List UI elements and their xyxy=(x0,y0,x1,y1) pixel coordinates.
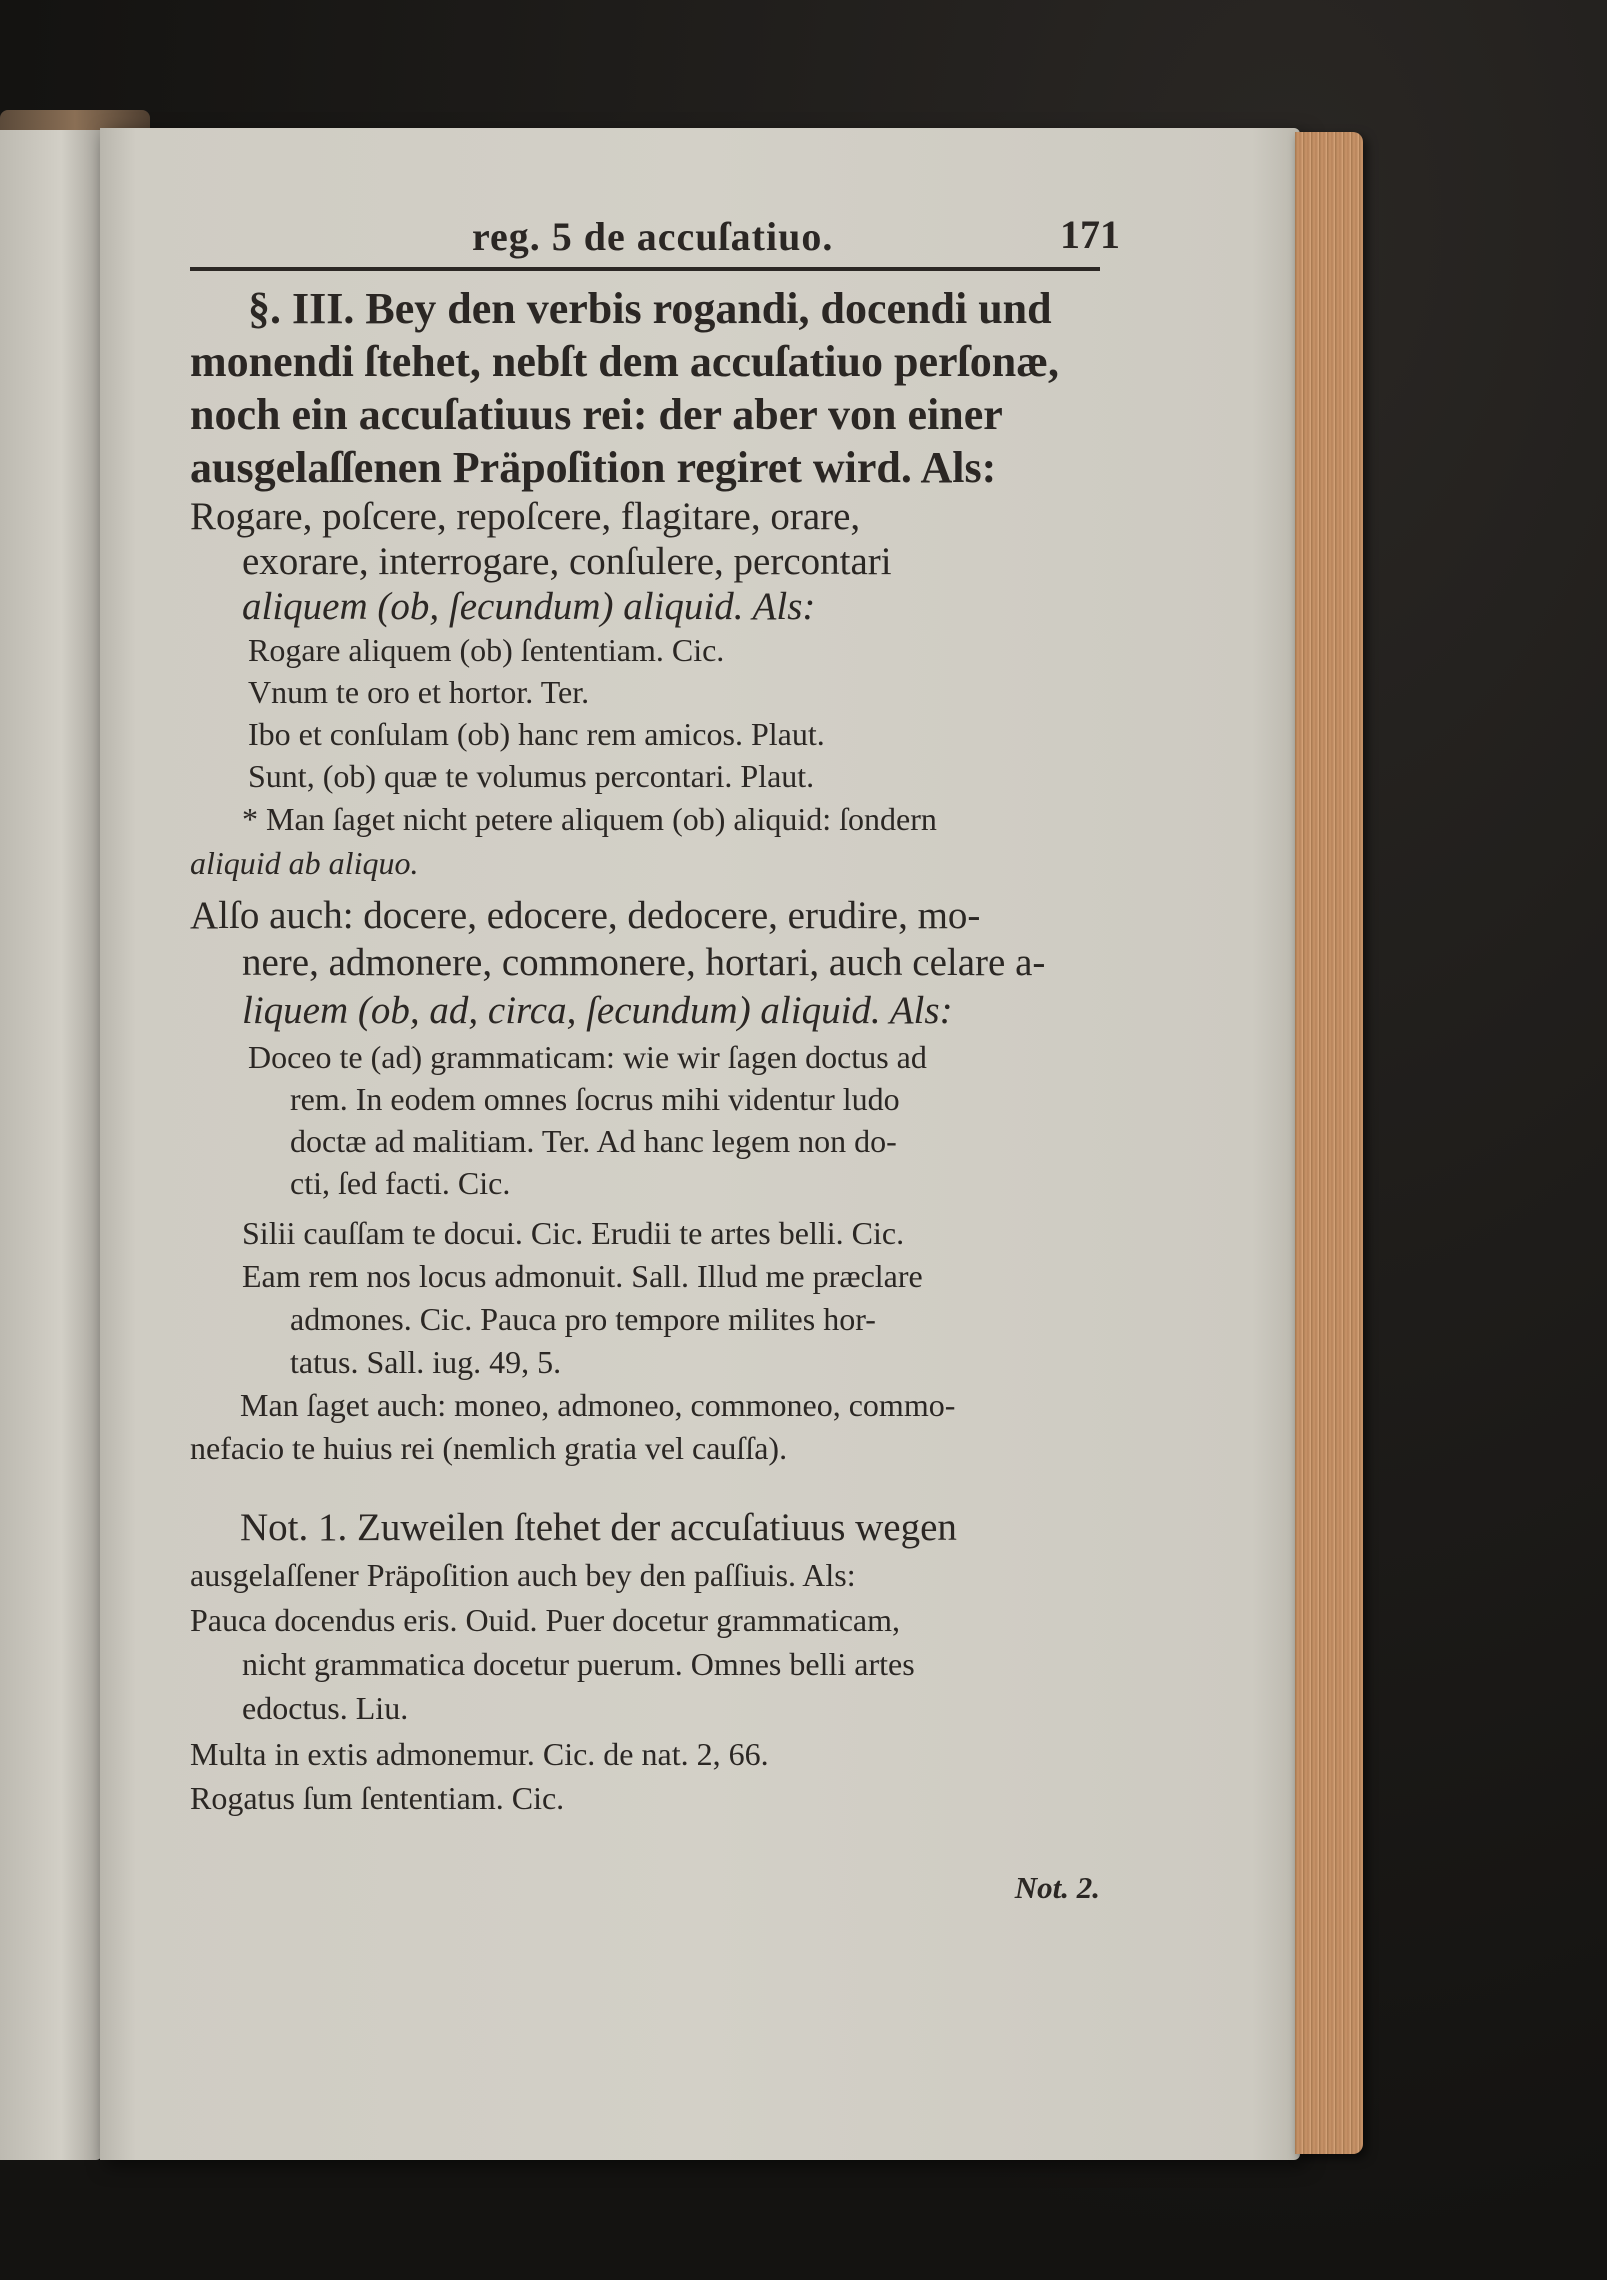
text-line: nefacio te huius rei (nemlich gratia vel cauſſa). xyxy=(190,1430,788,1466)
text-line: Ibo et conſulam (ob) hanc rem amicos. Plaut. xyxy=(248,716,825,752)
text-line: nicht grammatica docetur puerum. Omnes belli artes xyxy=(242,1646,915,1682)
left-page-edge xyxy=(0,130,102,2160)
text-line: Sunt, (ob) quæ te volumus percontari. Plaut. xyxy=(248,758,815,794)
text-line: liquem (ob, ad, circa, ſecundum) aliquid. Als: xyxy=(242,989,953,1032)
catchword: Not. 2. xyxy=(1014,1870,1100,1905)
text-line: edoctus. Liu. xyxy=(242,1690,409,1726)
running-head: reg. 5 de accuſatiuo. xyxy=(472,214,834,259)
text-line: Pauca docendus eris. Ouid. Puer docetur grammaticam, xyxy=(190,1602,900,1638)
text-line: aliquid ab aliquo. xyxy=(190,845,419,881)
text-line: cti, ſed facti. Cic. xyxy=(290,1165,511,1201)
text-line: noch ein accuſatiuus rei: der aber von einer xyxy=(190,390,1003,439)
head-rule xyxy=(190,267,1100,271)
text-line: ausgelaſſener Präpoſition auch bey den paſſiuis. Als: xyxy=(190,1557,856,1593)
text-line: nere, admonere, commonere, hortari, auch celare a- xyxy=(242,941,1046,984)
text-line: §. III. Bey den verbis rogandi, docendi und xyxy=(248,284,1052,333)
text-line: Alſo auch: docere, edocere, dedocere, erudire, mo- xyxy=(190,894,981,937)
text-line: doctæ ad malitiam. Ter. Ad hanc legem non do- xyxy=(290,1123,897,1159)
text-line: Eam rem nos locus admonuit. Sall. Illud me præclare xyxy=(242,1258,923,1294)
text-line: Man ſaget auch: moneo, admoneo, commoneo, commo- xyxy=(240,1387,956,1423)
text-line: * Man ſaget nicht petere aliquem (ob) aliquid: ſondern xyxy=(242,801,937,837)
text-line: Silii cauſſam te docui. Cic. Erudii te artes belli. Cic. xyxy=(242,1215,905,1251)
text-line: aliquem (ob, ſecundum) aliquid. Als: xyxy=(242,585,816,628)
text-line: tatus. Sall. iug. 49, 5. xyxy=(290,1344,562,1380)
text-line: Not. 1. Zuweilen ſtehet der accuſatiuus wegen xyxy=(240,1506,957,1549)
text-line: Vnum te oro et hortor. Ter. xyxy=(248,674,590,710)
text-line: rem. In eodem omnes ſocrus mihi videntur ludo xyxy=(290,1081,900,1117)
text-line: admones. Cic. Pauca pro tempore milites hor- xyxy=(290,1301,876,1337)
page-number: 171 xyxy=(1060,212,1120,257)
text-line: Rogatus ſum ſententiam. Cic. xyxy=(190,1780,565,1816)
text-line: Rogare aliquem (ob) ſententiam. Cic. xyxy=(248,632,725,668)
text-line: exorare, interrogare, conſulere, percontari xyxy=(242,540,892,583)
text-line: ausgelaſſenen Präpoſition regiret wird. Als: xyxy=(190,443,997,492)
text-line: monendi ſtehet, nebſt dem accuſatiuo perſonæ, xyxy=(190,337,1059,386)
running-head-bar xyxy=(190,205,1120,265)
book-fore-edge xyxy=(1295,132,1363,2154)
text-line: Rogare, poſcere, repoſcere, flagitare, orare, xyxy=(190,495,861,538)
text-line: Multa in extis admonemur. Cic. de nat. 2, 66. xyxy=(190,1736,769,1772)
text-line: Doceo te (ad) grammaticam: wie wir ſagen doctus ad xyxy=(248,1039,927,1075)
